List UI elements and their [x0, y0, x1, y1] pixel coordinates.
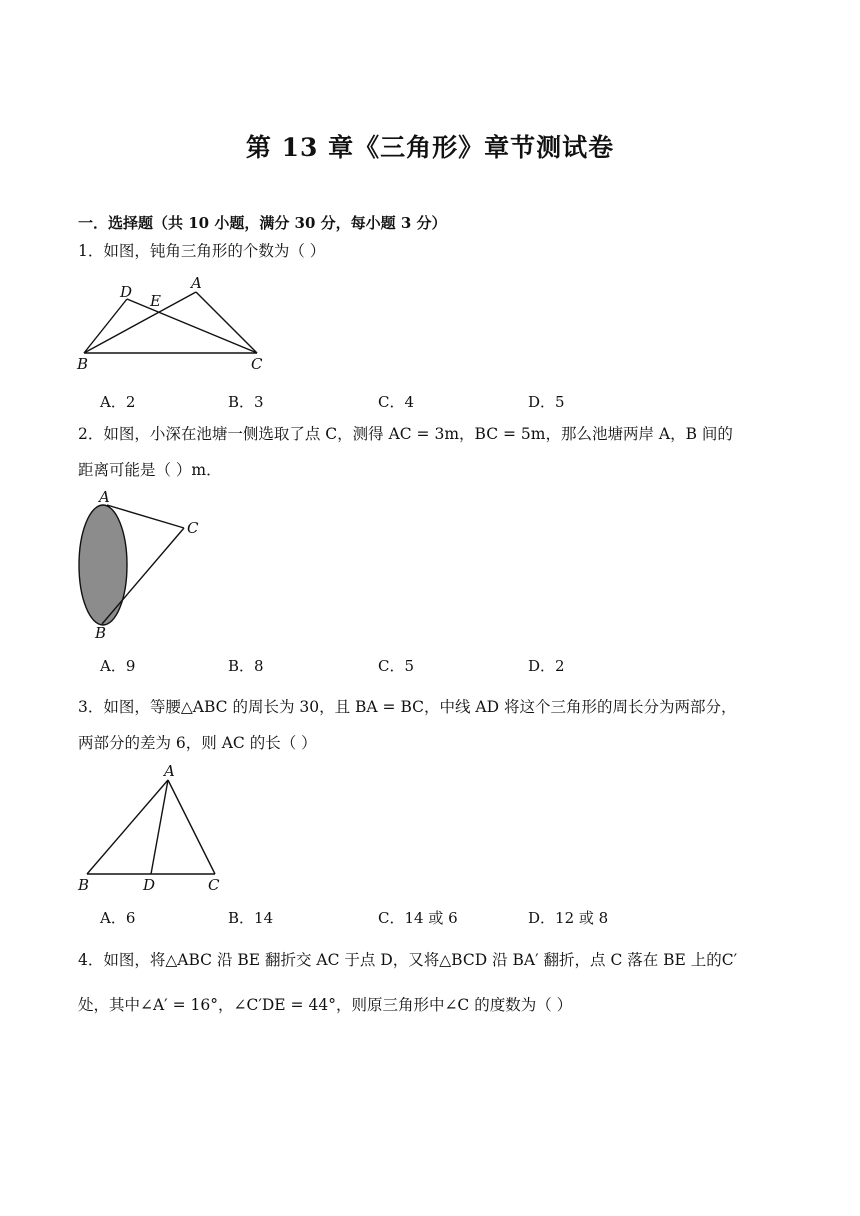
question-4-stem-line2: 处，其中∠A′ = 16°，∠C′DE = 44°，则原三角形中∠C 的度数为（ ） [78, 996, 573, 1014]
question-2-stem-line2: 距离可能是（ ）m． [78, 461, 222, 479]
label-b: B [78, 876, 90, 894]
option-c[interactable]: C．14 或 6 [378, 909, 458, 927]
question-4-stem-line1: 4．如图，将△ABC 沿 BE 翻折交 AC 于点 D，又将△BCD 沿 BA′ 翻折，点 C 落在 BE 上的C′ [78, 951, 738, 969]
segment-ba [87, 780, 168, 874]
segment-ba [84, 292, 196, 353]
label-e: E [150, 292, 161, 310]
label-b: B [77, 355, 89, 373]
median-ad [151, 780, 168, 874]
label-c: C [208, 876, 220, 894]
label-d: D [143, 876, 156, 894]
segment-bd [84, 299, 127, 353]
page-title: 第 13 章《三角形》章节测试卷 [245, 133, 615, 162]
question-2-stem-line1: 2．如图，小深在池塘一侧选取了点 C，测得 AC = 3m，BC = 5m，那么池塘两岸 A，B 间的 [78, 425, 733, 443]
label-b: B [95, 624, 107, 642]
label-a: A [99, 488, 110, 506]
option-a[interactable]: A．2 [100, 393, 136, 411]
option-a[interactable]: A．9 [100, 657, 136, 675]
segment-ac [196, 292, 257, 353]
label-c: C [251, 355, 263, 373]
question-3-options [0, 907, 860, 927]
pond-ellipse [79, 505, 127, 625]
option-a[interactable]: A．6 [100, 909, 136, 927]
option-d[interactable]: D．12 或 8 [528, 909, 609, 927]
option-d[interactable]: D．5 [528, 393, 565, 411]
section-heading: 一．选择题（共 10 小题，满分 30 分，每小题 3 分） [78, 214, 447, 232]
question-1-figure [70, 275, 280, 375]
option-b[interactable]: B．14 [228, 909, 274, 927]
option-d[interactable]: D．2 [528, 657, 565, 675]
question-1-options [0, 391, 860, 411]
option-b[interactable]: B．3 [228, 393, 264, 411]
question-1-stem: 1．如图，钝角三角形的个数为（ ） [78, 242, 326, 260]
label-a: A [191, 274, 202, 292]
question-3-figure [70, 760, 230, 895]
label-d: D [120, 283, 133, 301]
segment-ac [168, 780, 215, 874]
label-a: A [164, 762, 175, 780]
option-b[interactable]: B．8 [228, 657, 264, 675]
segment-dc [127, 299, 257, 353]
label-c: C [187, 519, 199, 537]
option-c[interactable]: C．5 [378, 657, 415, 675]
question-3-stem-line2: 两部分的差为 6，则 AC 的长（ ） [78, 734, 317, 752]
option-c[interactable]: C．4 [378, 393, 415, 411]
question-2-figure [70, 490, 210, 645]
question-2-options [0, 655, 860, 675]
question-3-stem-line1: 3．如图，等腰△ABC 的周长为 30，且 BA = BC，中线 AD 将这个三角形的周长分为两部分， [78, 698, 737, 716]
